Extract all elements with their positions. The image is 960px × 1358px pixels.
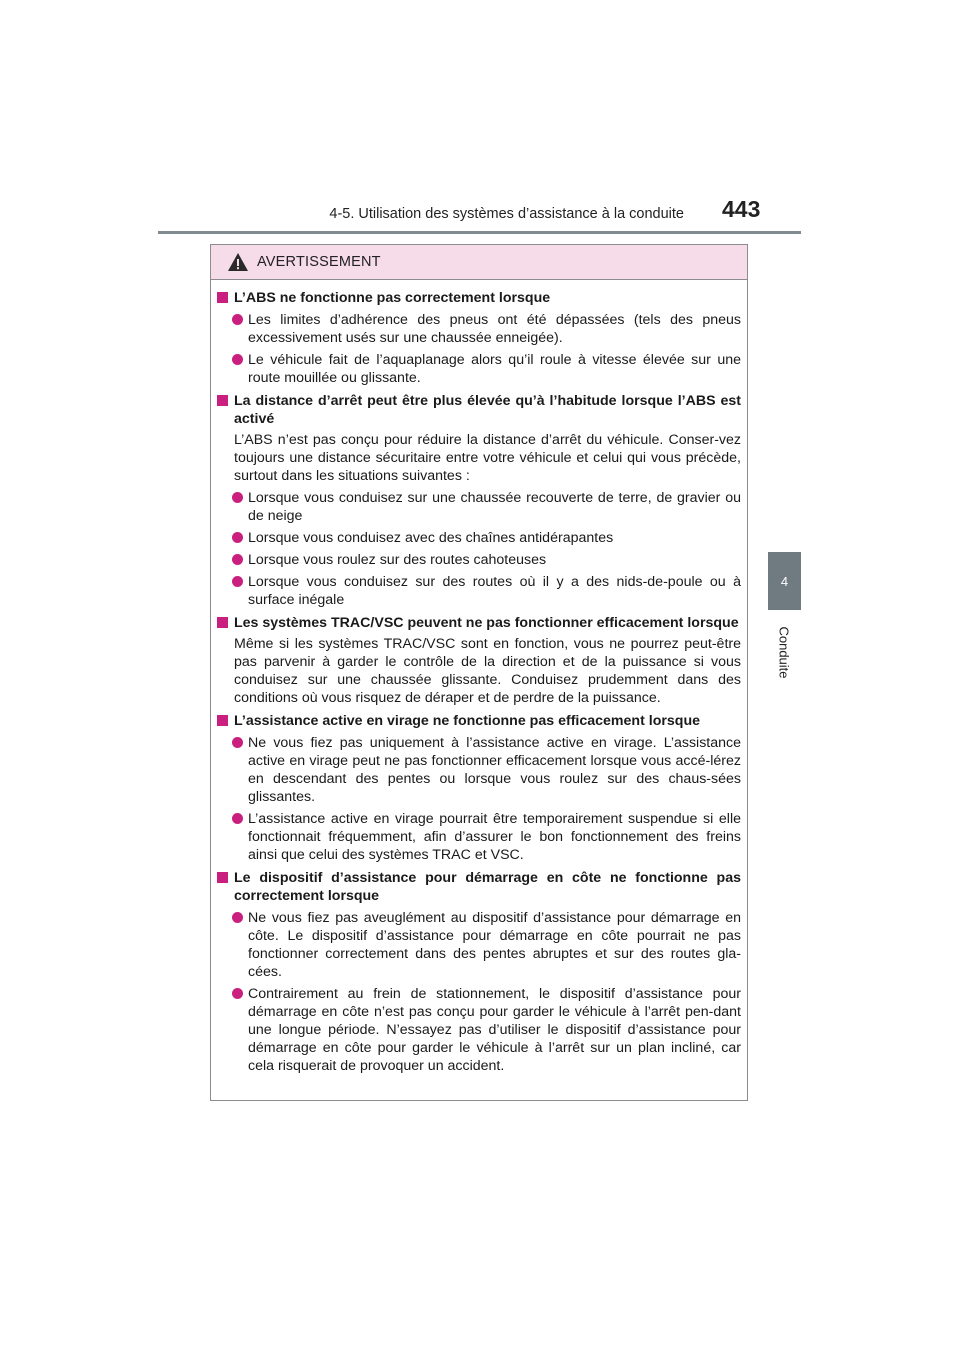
section-heading xyxy=(217,289,741,307)
round-bullet-icon xyxy=(232,988,243,999)
square-bullet-icon xyxy=(217,617,228,628)
square-bullet-icon xyxy=(217,872,228,883)
section-title: 4-5. Utilisation des systèmes d’assistance à la conduite xyxy=(329,206,684,222)
section-heading-text: La distance d’arrêt peut être plus élevée qu’à l’habitude lorsque l’ABS est activé xyxy=(234,393,741,427)
chapter-label: Conduite xyxy=(777,625,793,679)
bullet-text: Lorsque vous conduisez sur des routes où il y a des nids-de-poule ou à surface inégale xyxy=(248,574,741,608)
bullet-item xyxy=(217,985,741,1075)
warning-triangle-icon xyxy=(227,252,249,272)
round-bullet-icon xyxy=(232,813,243,824)
warning-section xyxy=(217,614,741,707)
bullet-text: L’assistance active en virage pourrait être temporairement suspendue si elle fonctionnait fréquemment, afin d’assurer le bon fonctionnement des freins ainsi que celui des systèmes TRAC et VSC. xyxy=(248,811,741,863)
bullet-text: Ne vous fiez pas aveuglément au dispositif d’assistance pour démarrage en côte. Le dispositif d’assistance pour démarrage en côte pourrait ne pas fonctionner correctement dans des pentes abruptes et sur des routes gla-cées. xyxy=(248,910,741,980)
warning-section xyxy=(217,869,741,1075)
round-bullet-icon xyxy=(232,576,243,587)
warning-title: AVERTISSEMENT xyxy=(257,254,381,270)
bullet-item xyxy=(217,573,741,609)
round-bullet-icon xyxy=(232,737,243,748)
warning-header xyxy=(211,245,747,280)
bullet-item xyxy=(217,734,741,806)
bullet-text: Lorsque vous conduisez sur une chaussée recouverte de terre, de gravier ou de neige xyxy=(248,490,741,524)
bullet-text: Ne vous fiez pas uniquement à l’assistance active en virage. L’assistance active en virage peut ne pas fonctionner efficacement lorsque vous accé-lérez en descendant des pentes ou lorsque vous roulez sur des chaus-sées glissantes. xyxy=(248,735,741,805)
chapter-label-container xyxy=(769,612,800,692)
warning-box xyxy=(210,244,748,1101)
section-heading-text: L’assistance active en virage ne fonctionne pas efficacement lorsque xyxy=(234,713,700,729)
section-paragraph: Même si les systèmes TRAC/VSC sont en fonction, vous ne pourrez peut-être pas parvenir à garder le contrôle de la direction et de la puissance si vous conduisez sur une chaussée glissante. Conduisez prudemment dans des conditions où vous risquez de déraper et de perdre de la puissance. xyxy=(234,636,741,706)
round-bullet-icon xyxy=(232,554,243,565)
round-bullet-icon xyxy=(232,354,243,365)
bullet-item xyxy=(217,489,741,525)
section-paragraph: L’ABS n’est pas conçu pour réduire la distance d’arrêt du véhicule. Conser-vez toujours une distance sécuritaire entre votre véhicule et celui qui vous précède, surtout dans les situations suivantes : xyxy=(234,432,741,484)
bullet-item xyxy=(217,909,741,981)
warning-body xyxy=(211,280,747,1075)
bullet-text: Les limites d’adhérence des pneus ont été dépassées (tels des pneus excessivement usés sur une chaussée enneigée). xyxy=(248,312,741,346)
section-heading-text: Les systèmes TRAC/VSC peuvent ne pas fonctionner efficacement lorsque xyxy=(234,615,739,631)
bullet-item xyxy=(217,529,741,547)
bullet-item xyxy=(217,810,741,864)
bullet-item xyxy=(217,551,741,569)
section-heading xyxy=(217,712,741,730)
square-bullet-icon xyxy=(217,715,228,726)
section-heading-text: L’ABS ne fonctionne pas correctement lorsque xyxy=(234,290,551,306)
round-bullet-icon xyxy=(232,492,243,503)
section-heading xyxy=(217,392,741,428)
warning-section xyxy=(217,392,741,609)
round-bullet-icon xyxy=(232,532,243,543)
page-number: 443 xyxy=(722,196,761,222)
chapter-tab: 4 xyxy=(768,552,801,610)
bullet-text: Lorsque vous roulez sur des routes cahoteuses xyxy=(248,552,547,568)
bullet-text: Le véhicule fait de l’aquaplanage alors qu’il roule à vitesse élevée sur une route mouillée ou glissante. xyxy=(248,352,741,386)
bullet-item xyxy=(217,311,741,347)
round-bullet-icon xyxy=(232,912,243,923)
round-bullet-icon xyxy=(232,314,243,325)
square-bullet-icon xyxy=(217,395,228,406)
bullet-item xyxy=(217,351,741,387)
square-bullet-icon xyxy=(217,292,228,303)
warning-section xyxy=(217,289,741,387)
header-rule xyxy=(158,231,801,234)
section-heading-text: Le dispositif d’assistance pour démarrage en côte ne fonctionne pas correctement lorsque xyxy=(234,870,741,904)
bullet-text: Contrairement au frein de stationnement, le dispositif d’assistance pour démarrage en côte n’est pas conçu pour garder le véhicule à l’arrêt pen-dant une longue période. N’essayez pas d’utiliser le dispositif d’assistance pour démarrage en côte pour garder le véhicule à l’arrêt sur un plan incliné, car cela risquerait de provoquer un accident. xyxy=(248,986,741,1074)
section-heading xyxy=(217,869,741,905)
section-heading xyxy=(217,614,741,632)
warning-section xyxy=(217,712,741,864)
bullet-text: Lorsque vous conduisez avec des chaînes antidérapantes xyxy=(248,530,614,546)
